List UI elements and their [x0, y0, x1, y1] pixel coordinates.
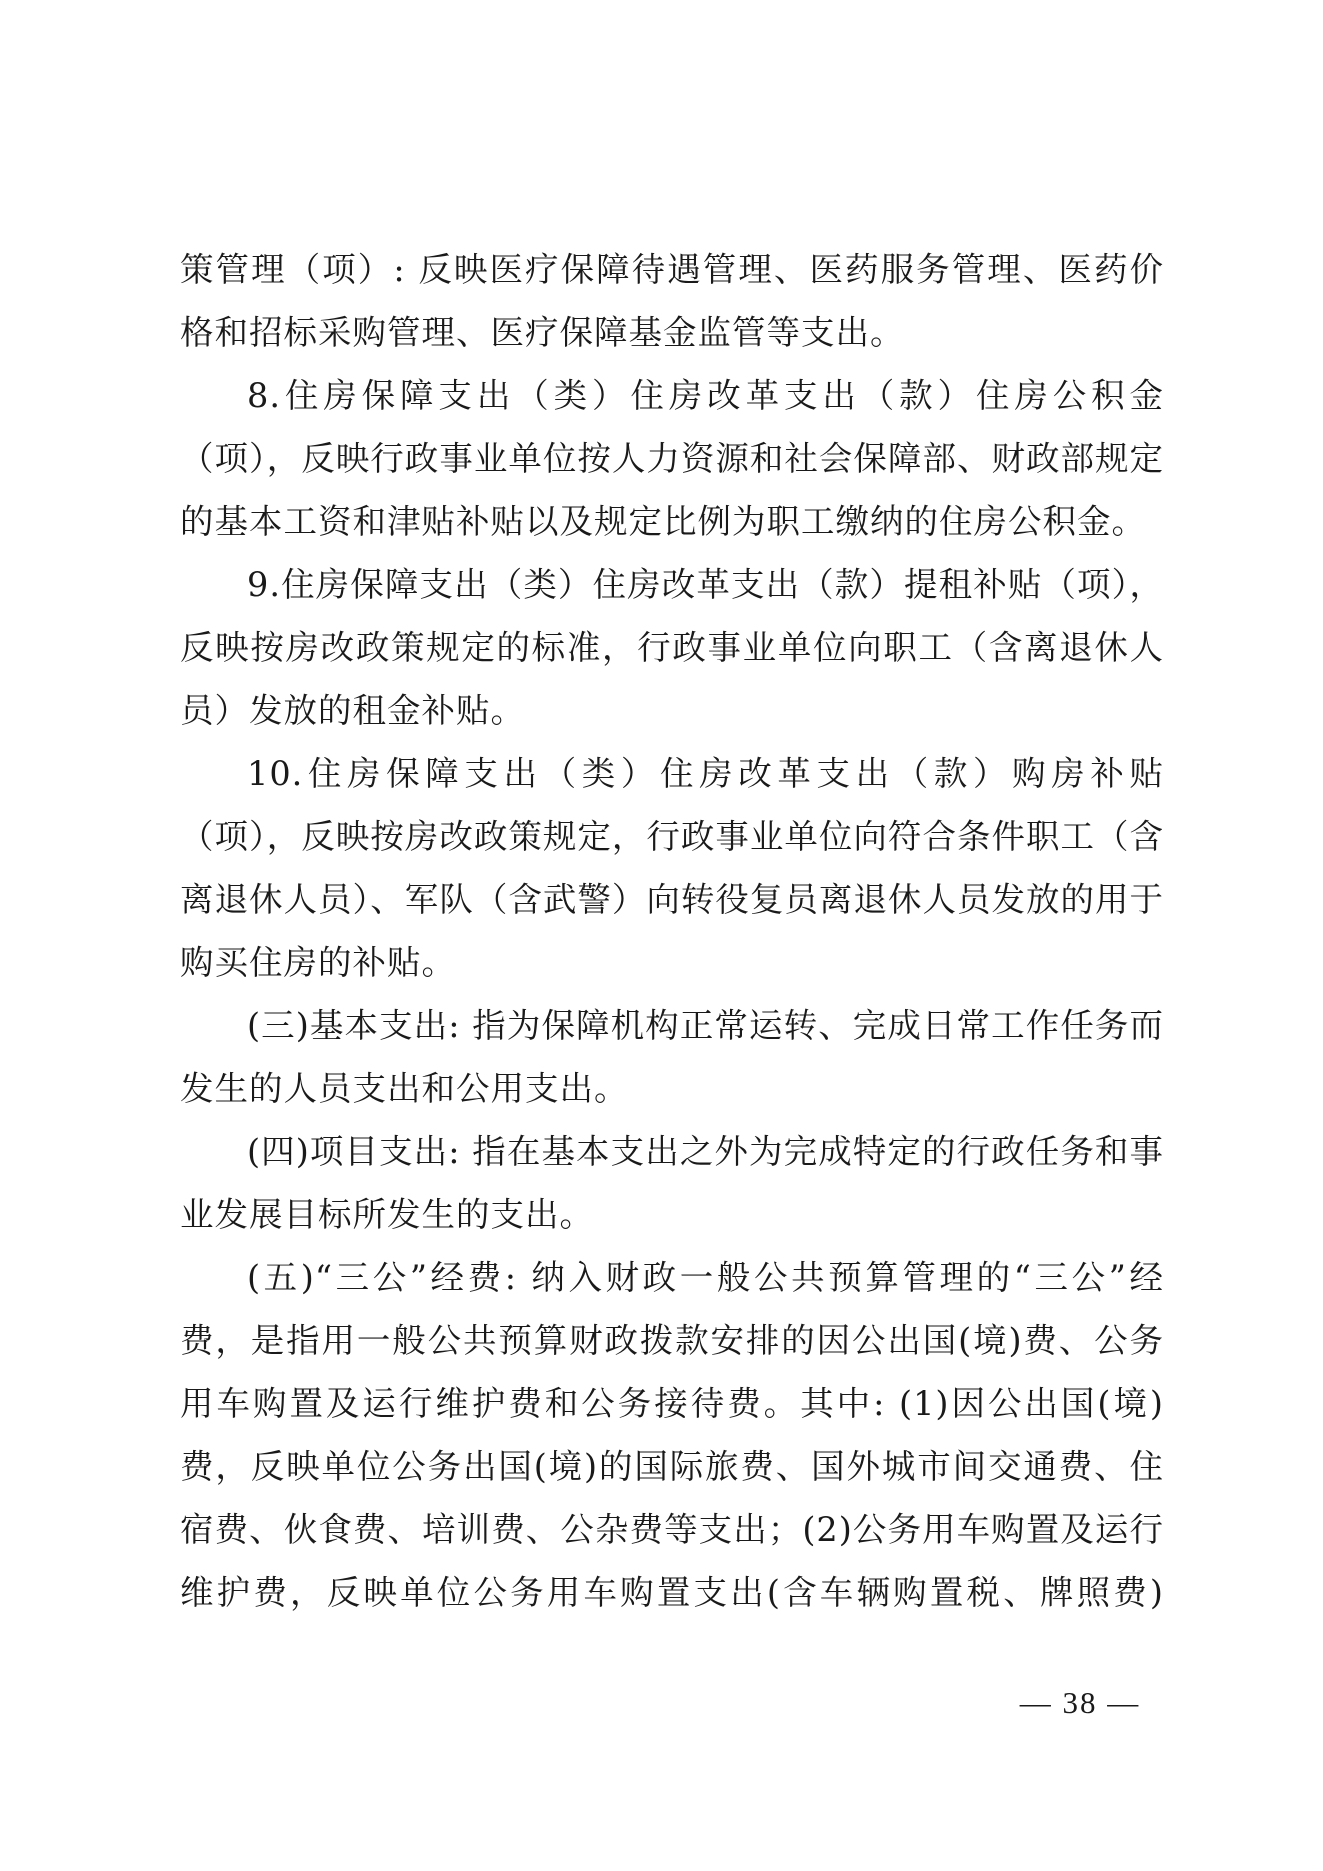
- paragraph-three-public-expenses: (五)“三公”经费: 纳入财政一般公共预算管理的“三公”经费，是指用一般公共预算财政拨款安排的因公出国(境)费、公务用车购置及运行维护费和公务接待费。其中: (1)因公出国(境)费，反映单位公务出国(境)的国际旅费、国外城市间交通费、住宿费、伙食费、培训费、公杂费等支出；(2)公务用车购置及运行维护费，反映单位公务用车购置支出(含车辆购置税、牌照费): [180, 1258, 1164, 1612]
- paragraph-housing-provident-fund: 8.住房保障支出（类）住房改革支出（款）住房公积金（项），反映行政事业单位按人力资源和社会保障部、财政部规定的基本工资和津贴补贴以及规定比例为职工缴纳的住房公积金。: [180, 376, 1164, 541]
- page-number: — 38 —: [1019, 1685, 1141, 1720]
- paragraph-project-expenditure: (四)项目支出: 指在基本支出之外为完成特定的行政任务和事业发展目标所发生的支出。: [180, 1132, 1164, 1234]
- paragraph-medical-policy-management: 策管理（项）: 反映医疗保障待遇管理、医药服务管理、医药价格和招标采购管理、医疗保障基金监管等支出。: [180, 250, 1164, 352]
- paragraph-housing-purchase-subsidy: 10.住房保障支出（类）住房改革支出（款）购房补贴（项），反映按房改政策规定，行政事业单位向符合条件职工（含离退休人员）、军队（含武警）向转役复员离退休人员发放的用于购买住房的补贴。: [180, 754, 1164, 982]
- paragraph-basic-expenditure: (三)基本支出: 指为保障机构正常运转、完成日常工作任务而发生的人员支出和公用支出。: [180, 1006, 1164, 1108]
- paragraph-rent-subsidy: 9.住房保障支出（类）住房改革支出（款）提租补贴（项），反映按房改政策规定的标准，行政事业单位向职工（含离退休人员）发放的租金补贴。: [180, 565, 1164, 730]
- document-body: [180, 238, 1164, 1624]
